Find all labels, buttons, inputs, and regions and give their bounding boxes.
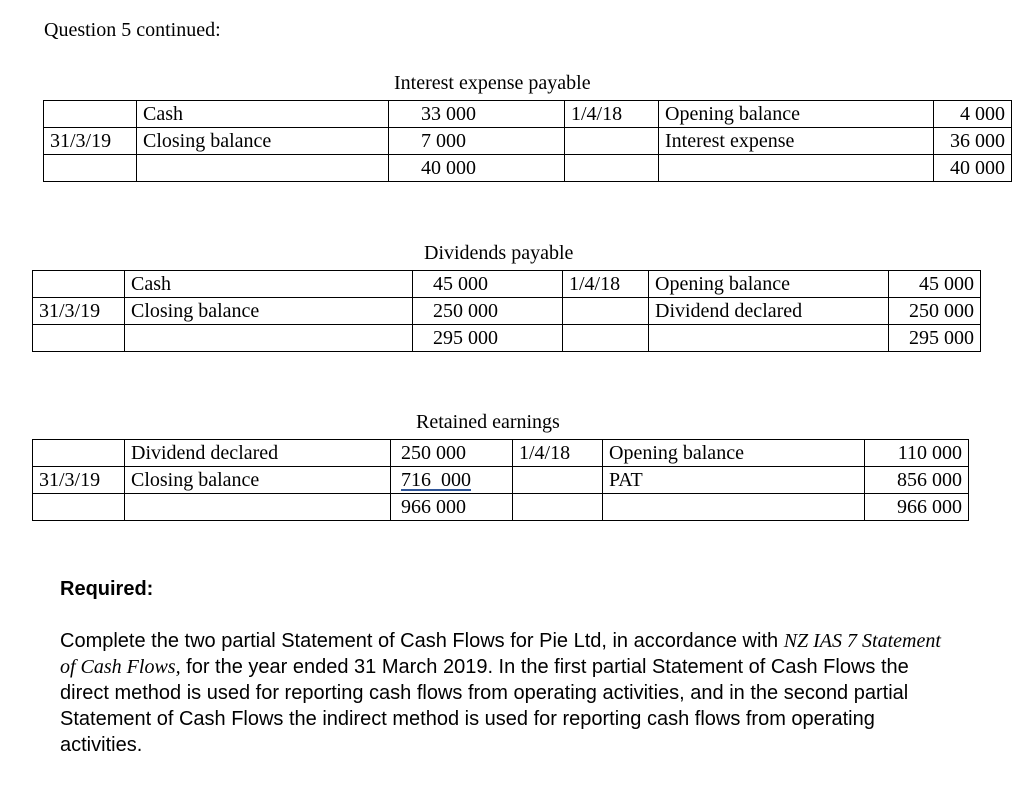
description-right: Opening balance (659, 101, 934, 128)
required-text-part-2: for the year ended 31 March 2019. In the first partial Statement of Cash Flows the direct method is used for reporting cash flows from operating activities, and in the second partial Statement of Cash Flows the indirect method is used for reporting cash flows from operating activities. (60, 656, 909, 756)
amount-left: 33 000 (389, 101, 565, 128)
description-left: Closing balance (125, 298, 413, 325)
required-text-part-1: Complete the two partial Statement of Cash Flows for Pie Ltd, in accordance with (60, 630, 784, 652)
ledger-row (33, 298, 981, 325)
amount-left (391, 467, 513, 494)
question-heading: Question 5 continued: (44, 19, 221, 41)
date-right: 1/4/18 (513, 440, 603, 467)
total-left: 295 000 (413, 325, 563, 352)
total-right: 295 000 (889, 325, 981, 352)
total-right: 40 000 (934, 155, 1012, 182)
total-left: 40 000 (389, 155, 565, 182)
amount-left: 250 000 (391, 440, 513, 467)
ledger-retained-earnings (32, 439, 969, 521)
date-right: 1/4/18 (565, 101, 659, 128)
ledger-row (33, 440, 969, 467)
date-left: 31/3/19 (33, 298, 125, 325)
description-left: Dividend declared (125, 440, 391, 467)
description-left (137, 155, 389, 182)
amount-right: 250 000 (889, 298, 981, 325)
description-left (125, 325, 413, 352)
date-left (44, 101, 137, 128)
ledger-title-dividends-payable: Dividends payable (424, 242, 574, 264)
date-left (33, 325, 125, 352)
date-left (33, 440, 125, 467)
date-right (513, 467, 603, 494)
description-left: Cash (137, 101, 389, 128)
description-left (125, 494, 391, 521)
ledger-dividends-payable (32, 270, 981, 352)
amount-left: 250 000 (413, 298, 563, 325)
amount-right: 110 000 (865, 440, 969, 467)
ledger-title-retained-earnings: Retained earnings (416, 411, 560, 433)
date-right (565, 155, 659, 182)
ledger-total-row (33, 494, 969, 521)
description-right (603, 494, 865, 521)
description-right: Dividend declared (649, 298, 889, 325)
description-left: Cash (125, 271, 413, 298)
description-right: Opening balance (603, 440, 865, 467)
amount-right: 4 000 (934, 101, 1012, 128)
underlined-amount: 716 000 (401, 469, 471, 491)
standard-reference: NZ IAS 7 Statement of Cash Flows, (60, 630, 941, 678)
description-right: PAT (603, 467, 865, 494)
amount-right: 36 000 (934, 128, 1012, 155)
date-right (563, 325, 649, 352)
ledger-row (33, 467, 969, 494)
description-right (659, 155, 934, 182)
amount-left: 7 000 (389, 128, 565, 155)
amount-right: 856 000 (865, 467, 969, 494)
ledger-row (44, 128, 1012, 155)
date-right (513, 494, 603, 521)
description-left: Closing balance (125, 467, 391, 494)
ledger-interest-expense-payable (43, 100, 1012, 182)
amount-right: 45 000 (889, 271, 981, 298)
ledger-total-row (33, 325, 981, 352)
description-right: Opening balance (649, 271, 889, 298)
amount-left: 45 000 (413, 271, 563, 298)
ledger-row (44, 101, 1012, 128)
description-right (649, 325, 889, 352)
date-left (44, 155, 137, 182)
required-label: Required: (60, 578, 154, 600)
description-right: Interest expense (659, 128, 934, 155)
ledger-row (33, 271, 981, 298)
date-left: 31/3/19 (44, 128, 137, 155)
date-left: 31/3/19 (33, 467, 125, 494)
required-paragraph (60, 628, 960, 758)
total-left: 966 000 (391, 494, 513, 521)
date-left (33, 494, 125, 521)
date-right: 1/4/18 (563, 271, 649, 298)
ledger-total-row (44, 155, 1012, 182)
total-right: 966 000 (865, 494, 969, 521)
date-left (33, 271, 125, 298)
date-right (565, 128, 659, 155)
date-right (563, 298, 649, 325)
ledger-title-interest-expense-payable: Interest expense payable (394, 72, 591, 94)
description-left: Closing balance (137, 128, 389, 155)
